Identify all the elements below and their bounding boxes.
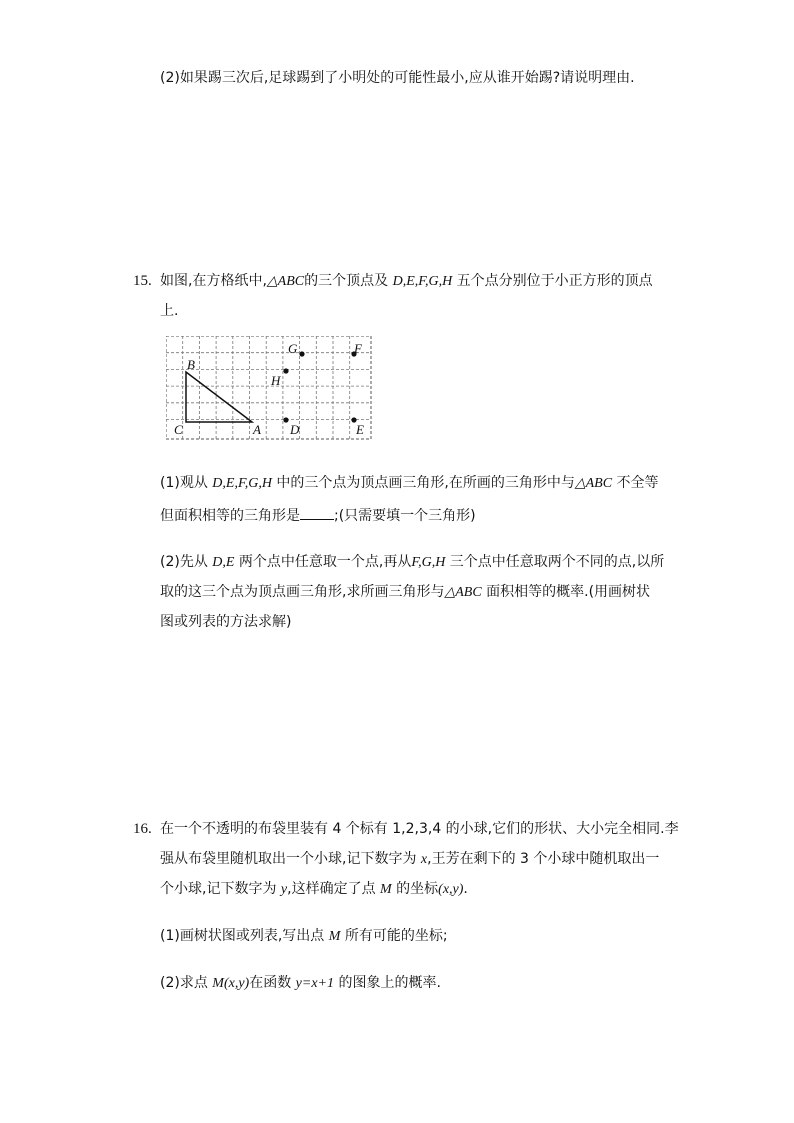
problem-16-q1: (1)画树状图或列表,写出点 M 所有可能的坐标; (160, 928, 448, 944)
triangle-abc (186, 372, 252, 422)
answer-blank[interactable] (300, 505, 334, 520)
label-d: D (290, 422, 300, 437)
label-c: C (174, 422, 183, 437)
problem-15-q1-line2: 但面积相等的三角形是 ;(只需要填一个三角形) (160, 505, 476, 526)
problem-15-number: 15. (133, 273, 152, 289)
label-g: G (288, 341, 298, 356)
problem-15-q1: (1)观从 D,E,F,G,H 中的三个点为顶点画三角形,在所画的三角形中与△ABC 不全等 (160, 475, 659, 491)
problem-16-number: 16. (133, 821, 152, 837)
problem-15-q2-line2: 取的这三个点为顶点画三角形,求所画三角形与△ABC 面积相等的概率.(用画树状 (160, 584, 651, 600)
label-h: H (271, 373, 281, 388)
label-f: F (354, 341, 362, 356)
problem-16-line3: 个小球,记下数字为 y,这样确定了点 M 的坐标(x,y). (160, 881, 468, 897)
point-d (283, 417, 288, 422)
problem-15-q2: (2)先从 D,E 两个点中任意取一个点,再从F,G,H 三个点中任意取两个不同的点,以所 (160, 554, 665, 570)
grid-border (166, 336, 371, 439)
grid-figure-svg (166, 336, 376, 446)
label-a: A (253, 422, 261, 437)
problem-14-part2: (2)如果踢三次后,足球踢到了小明处的可能性最小,应从谁开始踢?请说明理由. (160, 70, 635, 86)
problem-15-stem: 如图,在方格纸中,△ABC的三个顶点及 D,E,F,G,H 五个点分别位于小正方形的顶点 (160, 273, 653, 289)
problem-16-q2: (2)求点 M(x,y)在函数 y=x+1 的图象上的概率. (160, 975, 441, 991)
problem-15-stem-line2: 上. (160, 303, 179, 319)
point-g (299, 351, 304, 356)
grid-lines (166, 336, 371, 439)
grid-figure (166, 336, 376, 450)
problem-16-line1: 在一个不透明的布袋里装有 4 个标有 1,2,3,4 的小球,它们的形状、大小完全相同.李 (160, 821, 679, 837)
problem-15-q2-line3: 图或列表的方法求解) (160, 614, 292, 630)
label-b: B (187, 357, 195, 372)
point-h (283, 368, 288, 373)
problem-16-line2: 强从布袋里随机取出一个小球,记下数字为 x,王芳在剩下的 3 个小球中随机取出一 (160, 851, 660, 867)
label-e: E (356, 422, 364, 437)
